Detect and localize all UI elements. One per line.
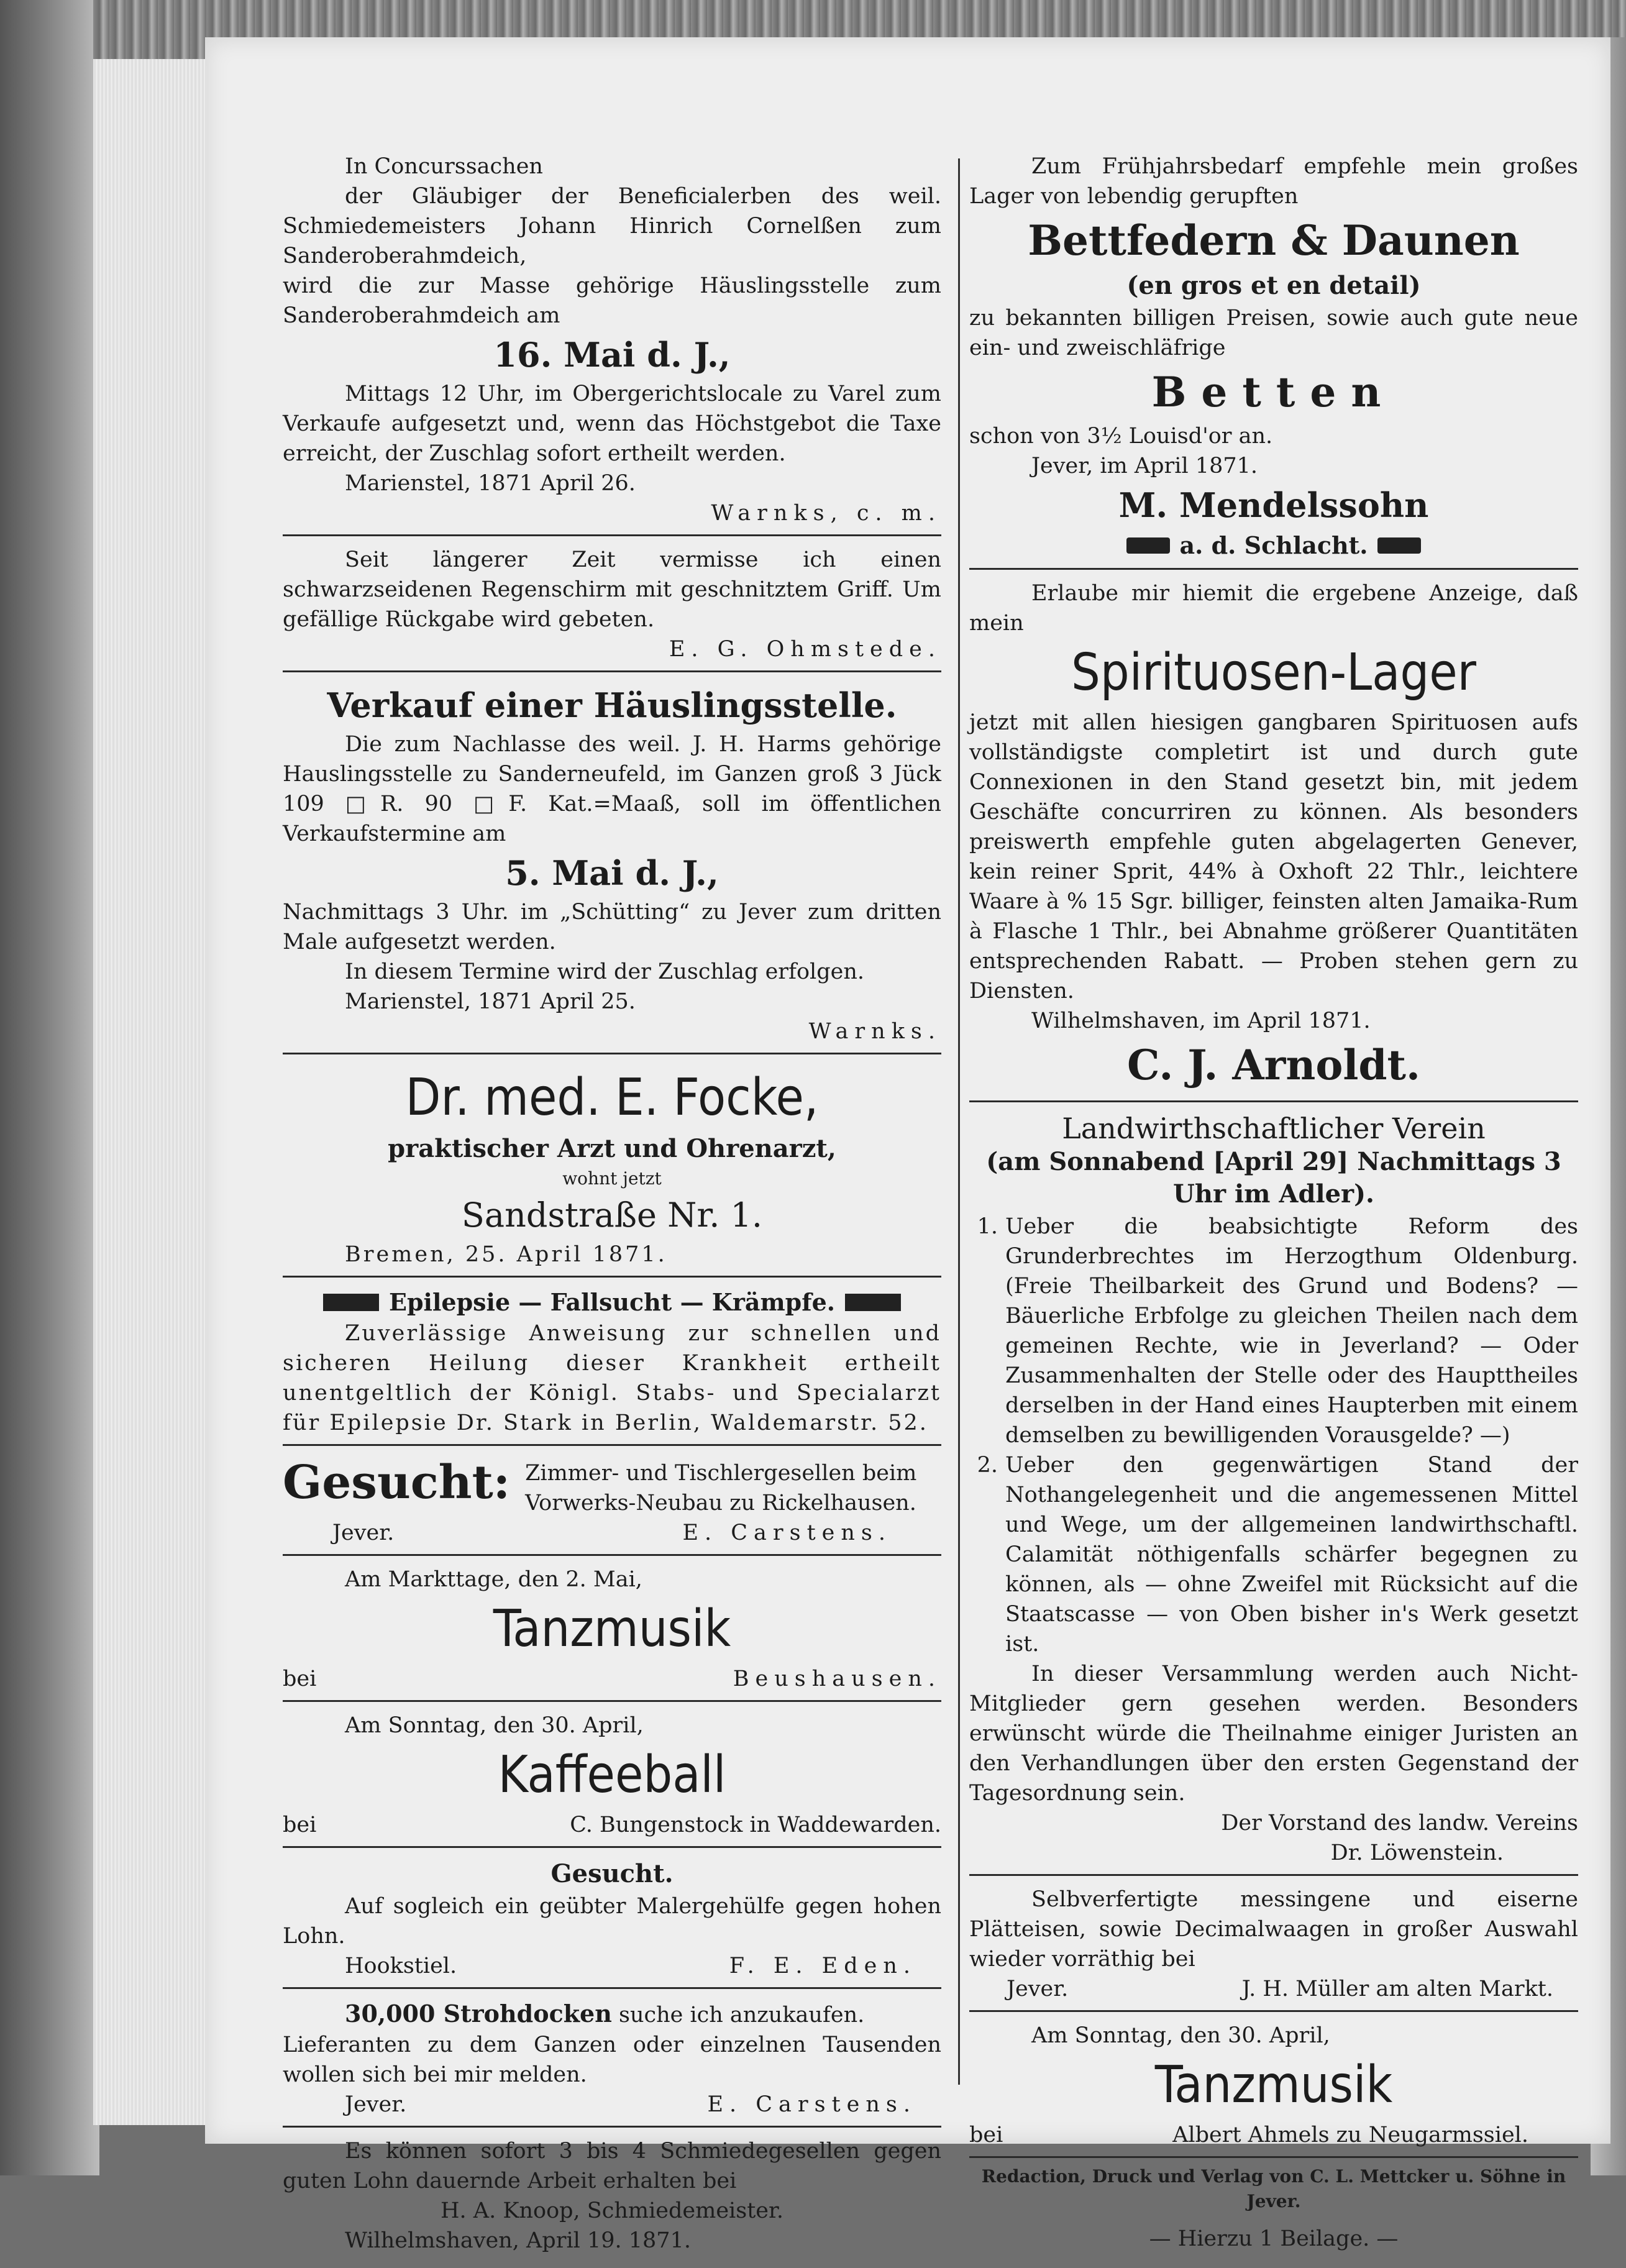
- tanz2-title: Tanzmusik: [1154, 2055, 1393, 2115]
- kaffee-bei: bei: [283, 1813, 317, 1837]
- strohdocken-tail: suche ich anzukaufen.: [618, 2003, 865, 2028]
- spirituosen-signature: C. J. Arnoldt.: [1126, 1041, 1421, 1089]
- column-divider: [958, 158, 960, 2085]
- hand-right-icon: [845, 1294, 901, 1311]
- spirituosen-place: Wilhelmshaven, im April 1871.: [1031, 1008, 1371, 1033]
- ad-gesucht-maler: [283, 1854, 941, 1989]
- schmiede-signature: H. A. Knoop, Schmiedemeister.: [441, 2198, 783, 2223]
- gesucht-signature: E. Carstens.: [682, 1520, 892, 1545]
- tanz2-bei: bei: [969, 2123, 1003, 2147]
- tanz1-bei: bei: [283, 1667, 317, 1691]
- book-spine: [0, 0, 99, 2175]
- ad-spirituosen: [969, 576, 1578, 1102]
- ad-waagen: [969, 1882, 1578, 2012]
- ad-gesucht-zimmer: [283, 1452, 941, 1556]
- ad-tanzmusik-markttag: [283, 1562, 941, 1702]
- gesucht-place: Jever.: [332, 1520, 395, 1545]
- focke-wohnt: wohnt jetzt: [562, 1168, 662, 1189]
- concurs-line3: wird die zur Masse gehörige Häuslingsstelle zum Sanderoberahmdeich am: [283, 273, 941, 328]
- ad-regenschirm: [283, 542, 941, 672]
- verein-item-2: [969, 1450, 1578, 1659]
- betten-title: Bettfedern & Daunen: [1028, 216, 1520, 265]
- schmiede-body: Es können sofort 3 bis 4 Schmiedegesellen gegen guten Lohn dauernde Arbeit erhalten bei: [283, 2139, 941, 2193]
- tanz1-host: Beushausen.: [733, 1667, 941, 1691]
- focke-place: Bremen, 25. April 1871.: [345, 1242, 667, 1267]
- verkauf-body2: Nachmittags 3 Uhr. im „Schütting“ zu Jever zum dritten Male aufgesetzt werden.: [283, 900, 941, 954]
- concurs-line1: In Concurssachen: [345, 154, 543, 179]
- kaffee-title: Kaffeeball: [498, 1745, 726, 1804]
- tanz2-host: Albert Ahmels zu Neugarmssiel.: [1172, 2123, 1528, 2147]
- waagen-place: Jever.: [1007, 1977, 1069, 2001]
- verkauf-signature: Warnks.: [808, 1019, 941, 1044]
- verein-subtitle: (am Sonnabend [April 29] Nachmittags 3 Uhr im Adler).: [986, 1147, 1561, 1209]
- schmiede-place: Wilhelmshaven, April 19. 1871.: [345, 2228, 691, 2253]
- concurs-place: Marienstel, 1871 April 26.: [345, 471, 636, 496]
- tanz1-line: Am Markttage, den 2. Mai,: [345, 1567, 642, 1592]
- beilage-note: — Hierzu 1 Beilage. —: [1149, 2226, 1399, 2251]
- verkauf-body3: In diesem Termine wird der Zuschlag erfolgen.: [345, 959, 865, 984]
- right-column: [969, 149, 1578, 2254]
- ad-kaffeeball: [283, 1708, 941, 1848]
- gesucht2-title: Gesucht.: [550, 1859, 674, 1888]
- verkauf-body: Die zum Nachlasse des weil. J. H. Harms gehörige Hauslingsstelle zu Sanderneufeld, im Ganzen groß 3 Jück 109 □R. 90 □F. Kat.=Maaß, soll im öffentlichen Verkaufstermine am: [283, 732, 941, 846]
- verkauf-title: Verkauf einer Häuslingsstelle.: [327, 685, 897, 725]
- ad-concurs: [283, 149, 941, 536]
- gesucht2-body: Auf sogleich ein geübter Malergehülfe gegen hohen Lohn.: [283, 1894, 941, 1949]
- left-column: [283, 149, 941, 2268]
- spirituosen-intro: Erlaube mir hiemit die ergebene Anzeige, daß mein: [969, 581, 1578, 636]
- verein-signature2: Dr. Löwenstein.: [1330, 1840, 1504, 1865]
- focke-address: Sandstraße Nr. 1.: [461, 1196, 763, 1235]
- pointing-hand-right-icon: [1377, 537, 1421, 554]
- concurs-signature: Warnks, c. m.: [711, 501, 941, 526]
- waagen-signature: J. H. Müller am alten Markt.: [1241, 1977, 1553, 2001]
- focke-name: Dr. med. E. Focke,: [405, 1068, 819, 1127]
- tanz2-line: Am Sonntag, den 30. April,: [1031, 2023, 1330, 2048]
- verein-body: In dieser Versammlung werden auch Nicht-Mitglieder gern gesehen werden. Besonders erwünscht würde die Theilnahme einiger Juristen an den Verhandlungen über den ersten Gegenstand der Tagesordnung sein.: [969, 1662, 1578, 1806]
- ad-landwirtschaftlicher-verein: [969, 1109, 1578, 1876]
- ad-schmiede: [283, 2134, 941, 2262]
- betten-body: zu bekannten billigen Preisen, sowie auch gute neue ein- und zweischläfrige: [969, 306, 1578, 360]
- verkauf-place: Marienstel, 1871 April 25.: [345, 989, 636, 1014]
- strohdocken-title: 30,000 Strohdocken: [345, 2000, 612, 2028]
- verein-item-1: [969, 1212, 1578, 1450]
- betten-place: Jever, im April 1871.: [1031, 454, 1258, 478]
- spirituosen-title: Spirituosen-Lager: [1071, 643, 1476, 702]
- verein-item-2-number: 2.: [977, 1453, 998, 1478]
- epilepsie-title: Epilepsie — Fallsucht — Krämpfe.: [388, 1288, 835, 1316]
- betten-signature: M. Mendelssohn: [1118, 485, 1429, 525]
- concurs-date: 16. Mai d. J.,: [493, 335, 731, 375]
- betten-subtitle: (en gros et en detail): [1126, 271, 1421, 300]
- focke-subtitle: praktischer Arzt und Ohrenarzt,: [388, 1134, 836, 1163]
- strohdocken-signature: E. Carstens.: [707, 2092, 916, 2117]
- schirm-body: Seit längerer Zeit vermisse ich einen schwarzseidenen Regenschirm mit geschnitztem Griff. Um gefällige Rückgabe wird gebeten.: [283, 547, 941, 632]
- verein-item-2-text: Ueber den gegenwärtigen Stand der Nothangelegenheit und die angemessenen Mittel und Wege, um der allgemeinen landwirthschaftl. Calamität nöthigenfalls schärfer begegnen zu können, als — ohne Zweifel mit Rücksicht auf die Staatscasse — von Oben bisher in's Werk gesetzt ist.: [1005, 1453, 1578, 1657]
- pointing-hand-left-icon: [1126, 537, 1170, 554]
- ad-bettfedern: [969, 149, 1578, 570]
- betten-title2: Betten: [1151, 368, 1396, 416]
- verein-title: Landwirthschaftlicher Verein: [1062, 1112, 1486, 1145]
- ad-tanzmusik-sonntag: [969, 2018, 1578, 2158]
- strohdocken-body: Lieferanten zu dem Ganzen oder einzelnen Tausenden wollen sich bei mir melden.: [283, 2033, 941, 2087]
- kaffee-host: C. Bungenstock in Waddewarden.: [570, 1813, 941, 1837]
- epilepsie-body: Zuverlässige Anweisung zur schnellen und sicheren Heilung dieser Krankheit ertheilt unentgeltlich der Königl. Stabs- und Specialarzt für Epilepsie Dr. Stark in Berlin, Waldemarstr. 52.: [283, 1321, 941, 1435]
- waagen-body: Selbverfertigte messingene und eiserne Plätteisen, sowie Decimalwaagen in großer Auswahl wieder vorräthig bei: [969, 1887, 1578, 1972]
- kaffee-line: Am Sonntag, den 30. April,: [345, 1713, 644, 1738]
- verkauf-date: 5. Mai d. J.,: [505, 853, 719, 893]
- schirm-signature: E. G. Ohmstede.: [669, 637, 941, 662]
- betten-intro: Zum Frühjahrsbedarf empfehle mein großes Lager von lebendig gerupften: [969, 154, 1578, 209]
- strohdocken-place: Jever.: [345, 2092, 407, 2117]
- verein-item-1-text: Ueber die beabsichtigte Reform des Grunderbrechtes im Herzogthum Oldenburg. (Freie Theilbarkeit des Grund und Bodens? — Bäuerliche Erbfolge zu gleichen Theilen nach dem gemeinen Rechte, wie in Jeverland? — Oder Zusammenhalten der Stelle oder des Haupttheiles derselben in der Hand eines Haupterben mit einem demselben zu bewilligenden Vorausgelde? —): [1005, 1214, 1578, 1448]
- betten-body2: schon von 3½ Louisd'or an.: [969, 424, 1273, 449]
- ad-epilepsie: [283, 1284, 941, 1446]
- gesucht2-place: Hookstiel.: [345, 1954, 457, 1978]
- betten-signature2: a. d. Schlacht.: [1179, 531, 1368, 559]
- gesucht-word: Gesucht:: [283, 1456, 511, 1509]
- gesucht-text: Zimmer- und Tischlergesellen beim Vorwerks-Neubau zu Rickelhausen.: [525, 1461, 917, 1516]
- ad-strohdocken: [283, 1995, 941, 2128]
- verein-signature1: Der Vorstand des landw. Vereins: [1221, 1811, 1578, 1836]
- tanz1-title: Tanzmusik: [493, 1599, 731, 1658]
- concurs-body: Mittags 12 Uhr, im Obergerichtslocale zu Varel zum Verkaufe aufgesetzt und, wenn das Höchstgebot die Taxe erreicht, der Zuschlag sofort ertheilt werden.: [283, 382, 941, 466]
- imprint: Redaction, Druck und Verlag von C. L. Mettcker u. Söhne in Jever.: [981, 2166, 1566, 2211]
- ad-verkauf: [283, 679, 941, 1054]
- gesucht2-signature: F. E. Eden.: [729, 1954, 916, 1978]
- verein-item-1-number: 1.: [977, 1214, 998, 1239]
- hand-left-icon: [323, 1294, 379, 1311]
- spirituosen-body: jetzt mit allen hiesigen gangbaren Spirituosen aufs vollständigste completirt ist und durch gute Connexionen in den Stand gesetzt bin, mit jedem Geschäfte concurriren zu können. Als besonders preiswerth empfehle guten abgelagerten Genever, kein reiner Sprit, 44% à Oxhoft 22 Thlr., leichtere Waare à % 15 Sgr. billiger, feinsten alten Jamaika-Rum à Flasche 1 Thlr., bei Abnahme größerer Quantitäten entsprechenden Rabatt. — Proben stehen gern zu Diensten.: [969, 710, 1578, 1004]
- concurs-line2: der Gläubiger der Beneficialerben des weil. Schmiedemeisters Johann Hinrich Cornelßen zum Sanderoberahmdeich,: [283, 184, 941, 268]
- ad-focke: [283, 1061, 941, 1278]
